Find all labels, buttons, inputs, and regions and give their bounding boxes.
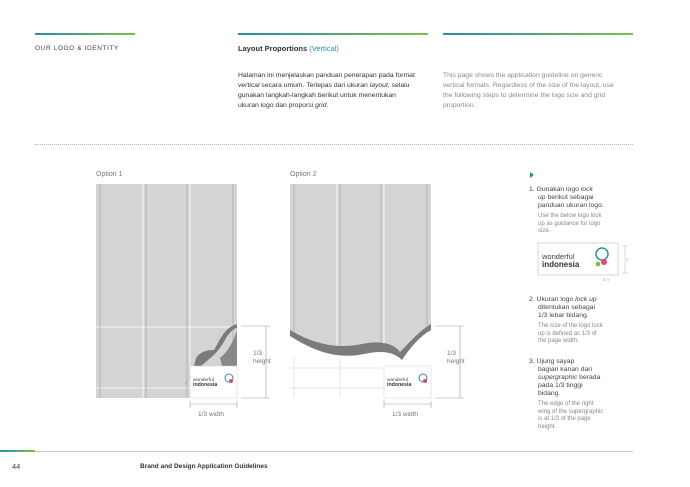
intro-indonesian xyxy=(238,71,428,111)
top-rule-middle xyxy=(238,33,428,35)
lockup-logo-line2: indonesia xyxy=(542,260,580,269)
intro-en-line-1: This page shows the application guideline on generic xyxy=(443,72,603,79)
option-2-diagram xyxy=(290,180,476,420)
page-number: 44 xyxy=(12,462,21,471)
option-2-logo-line1: wonderful xyxy=(387,378,408,383)
step-3-en: The edge of the right wing of the supergraphic is at 1/3 of the page height. xyxy=(538,401,604,430)
intro-id-line-4: ukuran logo dan proporsi grid. xyxy=(238,102,329,109)
option-1-height-fraction: 1/3 xyxy=(253,350,263,357)
section-divider xyxy=(35,144,633,145)
option-1-logo-line1: wonderful xyxy=(193,378,214,383)
intro-en-line-2: vertical formats. Regardless of the size of the layout, use xyxy=(443,82,614,89)
footer-rule xyxy=(35,451,633,452)
footer-title: Brand and Design Application Guidelines xyxy=(140,463,268,470)
option-1-diagram xyxy=(96,180,282,420)
intro-id-line-3: gunakan langkah-langkah berikut untuk menentukan xyxy=(238,92,396,99)
step-3-id: 3. Ujung sayap bagian kanan dari supergraphic berada pada 1/3 tinggi bidang. xyxy=(529,358,601,397)
option-2-width-label: 1/3 width xyxy=(392,411,419,418)
option-1-label: Option 1 xyxy=(96,171,123,178)
page-title-sub: (Vertical) xyxy=(309,44,339,53)
lockup-height-dim: Y xyxy=(626,257,629,262)
section-label: OUR LOGO & IDENTITY xyxy=(35,45,119,52)
step-2-en: The size of the logo lock up is defined as 1/3 of the page width. xyxy=(538,323,603,344)
step-1-id: 1. Gunakan logo lock up berikut sebagai panduan ukuran logo. xyxy=(529,186,604,209)
intro-english xyxy=(443,71,635,111)
option-2-height-word: height xyxy=(447,358,465,365)
intro-en-line-3: the following steps to determine the logo size and grid xyxy=(443,92,606,99)
lockup-logo-line1: wonderful xyxy=(542,252,575,261)
step-3 xyxy=(529,358,629,431)
intro-en-line-4: proportion. xyxy=(443,102,476,109)
option-2-height-label xyxy=(447,350,465,366)
lockup-width-dim: X-Y xyxy=(603,277,610,282)
option-1-height-label xyxy=(253,350,271,366)
steps-marker-icon xyxy=(530,172,534,178)
option-1-logo-line2: indonesia xyxy=(193,382,218,388)
footer-rule-accent xyxy=(0,450,35,452)
top-rule-left xyxy=(35,33,135,35)
option-2-height-fraction: 1/3 xyxy=(447,350,457,357)
page-title xyxy=(238,44,339,53)
lockup-example xyxy=(536,240,632,286)
option-1-height-word: height xyxy=(253,358,271,365)
step-1 xyxy=(529,186,629,236)
top-rule-right xyxy=(443,33,633,35)
option-2-logo-line2: indonesia xyxy=(387,382,412,388)
intro-id-line-2: vertical secara umum. Terlepas dari ukuran layout, selalu xyxy=(238,82,410,89)
step-2-id: 2. Ukuran logo lock up ditentukan sebagai 1/3 lebar bidang. xyxy=(529,296,597,319)
intro-id-line-1: Halaman ini menjelaskan panduan penerapan pada format xyxy=(238,72,415,79)
page-title-main: Layout Proportions xyxy=(238,44,308,53)
step-2 xyxy=(529,296,629,346)
option-2-label: Option 2 xyxy=(290,171,317,178)
step-1-en: Use the below logo lock up as guidance for logo size. xyxy=(538,213,602,234)
option-1-width-label: 1/3 width xyxy=(198,411,225,418)
